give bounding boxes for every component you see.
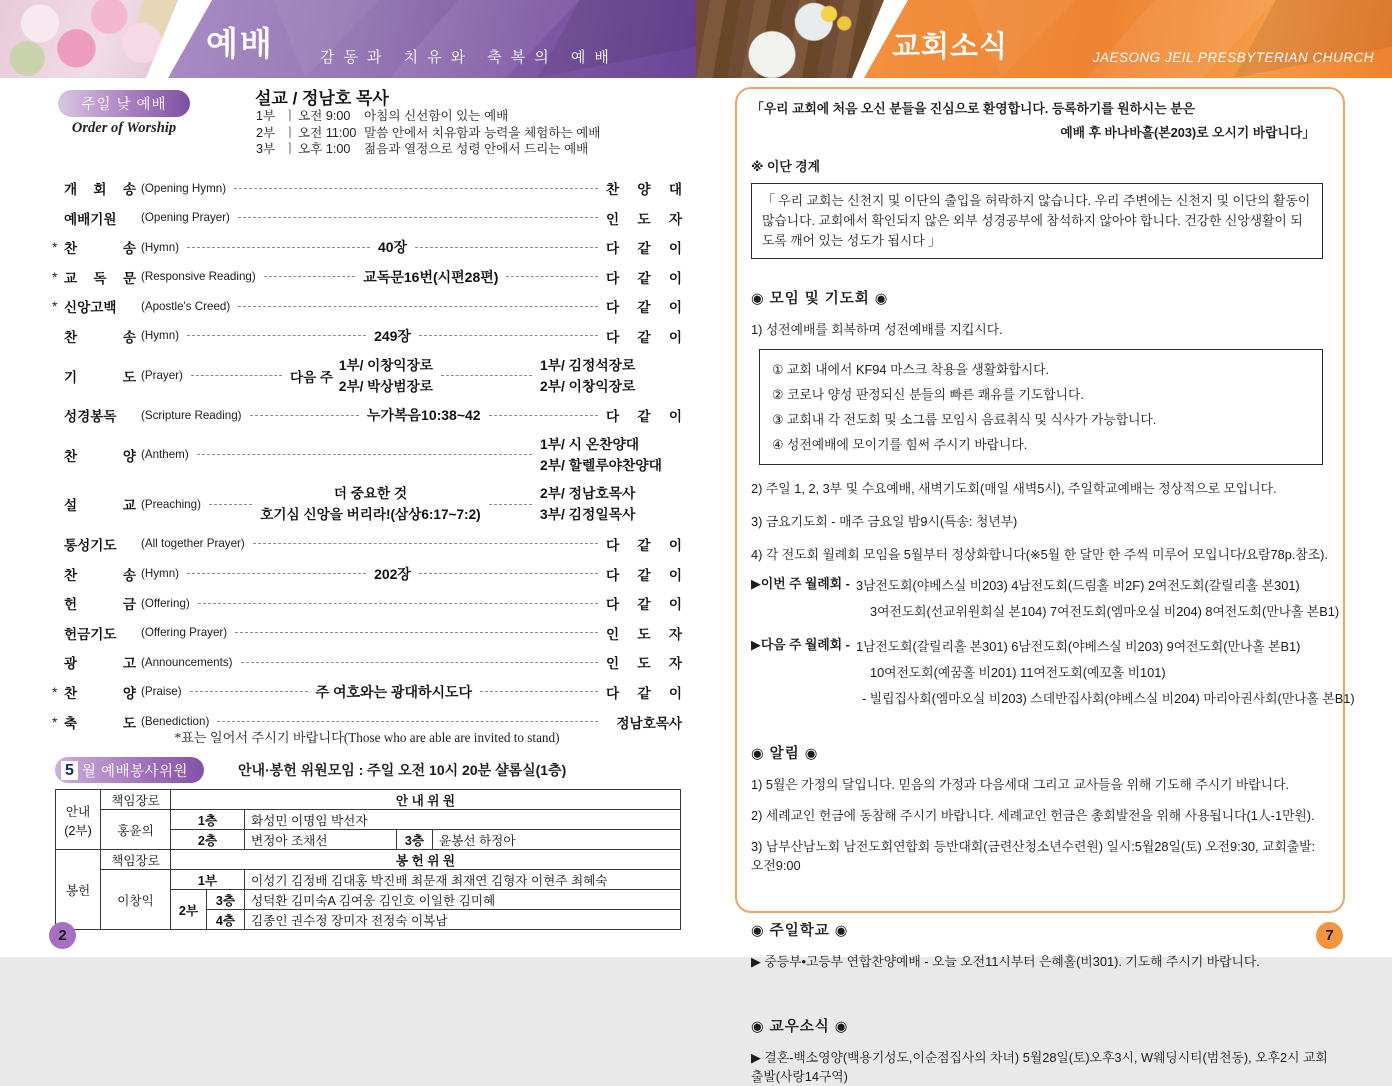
next-week-line: 1남전도회(갈릴리홀 본301) 6남전도회(야베스실 비203) 9여전도회(만나홀 본B1) [855, 639, 1301, 654]
floor-label: 3층 [207, 890, 245, 910]
elder-name: 이창익 [101, 870, 171, 930]
order-item-assignee: 다 같 이 [606, 300, 682, 316]
worship-rule-item: ③ 교회내 각 전도회 및 소그룹 모임시 음료취식 및 식사가 가능합니다. [772, 412, 1157, 427]
meetings-item-2: 2) 주일 1, 2, 3부 및 수요예배, 새벽기도회(매일 새벽5시), 주일학교예배는 정상적으로 모입니다. [751, 481, 1277, 496]
section-title-sunday-school: ◉ 주일학교 ◉ [751, 923, 849, 939]
part-label: 1부 [171, 870, 245, 890]
offering-header: 봉 헌 위 원 [171, 850, 681, 870]
service-time: 오전 9:00 [298, 109, 351, 123]
welcome-line2: 예배 후 바나바홀(본203)로 오시기 바랍니다」 [1060, 125, 1315, 140]
dotted-leader [234, 188, 598, 189]
order-row [52, 404, 682, 426]
order-item-assignee-line: 1부/ 김정석장로 [540, 357, 636, 373]
church-name: JAESONG JEIL PRESBYTERIAN CHURCH [1092, 50, 1374, 65]
order-row [52, 483, 682, 525]
order-item-value-lines [339, 355, 433, 397]
service-desc: 아침의 신선함이 있는 예배 [364, 109, 509, 123]
order-item-assignee: 다 같 이 [606, 567, 683, 583]
service-separator: ㅣ [283, 109, 297, 123]
order-item-assignee-line: 2부/ 할렐루야찬양대 [540, 457, 662, 473]
stand-asterisk: * [52, 713, 58, 730]
floor-label: 2층 [171, 830, 245, 850]
order-item-label-en: (Announcements) [141, 655, 233, 669]
order-item-assignee: 인 도 자 [606, 656, 682, 672]
worship-rules-box [759, 349, 1323, 465]
order-item-value: 249장 [374, 327, 411, 344]
dotted-leader [209, 504, 252, 505]
resp-elder-label: 책임장로 [101, 790, 171, 810]
order-item-value-line: 호기심 신앙을 버리라!(삼상6:17~7:2) [260, 507, 481, 523]
order-item-assignee-line: 2부/ 정남호목사 [540, 486, 636, 502]
order-of-worship-list [52, 177, 682, 740]
order-item-assignee: 정남호목사 [616, 715, 682, 731]
order-item-label-en: (Anthem) [141, 448, 189, 462]
service-time-line [256, 141, 600, 158]
order-item-label-en: (Opening Prayer) [141, 211, 230, 225]
dotted-leader [419, 335, 598, 336]
order-item-label: 찬 양 [64, 685, 136, 701]
meetings-item-4: 4) 각 전도회 월례회 모임을 5월부터 정상화합니다(※5월 한 달만 한 주씩 미루어 모입니다/요람78p.참조). [751, 547, 1328, 562]
dotted-leader [489, 504, 532, 505]
floor-label: 4층 [207, 910, 245, 930]
floor-label: 3층 [397, 830, 433, 850]
table-row [56, 870, 681, 890]
order-item-assignee: 인 도 자 [606, 211, 682, 227]
news-header [696, 0, 1392, 78]
order-item-label-en: (Hymn) [141, 567, 179, 581]
member-names: 김종인 권수정 장미자 전정숙 이복남 [245, 910, 681, 930]
order-row [52, 295, 682, 317]
order-item-assignee-lines [540, 483, 682, 525]
order-item-label-en: (Opening Hymn) [141, 181, 227, 195]
stand-asterisk: * [52, 298, 58, 315]
order-item-assignee: 찬 양 대 [606, 182, 682, 197]
table-row [56, 790, 681, 810]
order-row [52, 651, 682, 673]
order-item-label: 예배기원 [64, 211, 117, 227]
section-title-notices: ◉ 알림 ◉ [751, 746, 819, 762]
order-item-label: 설 교 [64, 498, 136, 514]
this-week-line: 3여전도회(선교위원회실 본104) 7여전도회(엠마오실 비204) 8여전도회(만나홀 본B1) [869, 604, 1340, 619]
order-row [52, 355, 682, 397]
service-times [256, 108, 600, 158]
order-row [52, 177, 682, 199]
dotted-leader [217, 721, 598, 722]
order-row [52, 563, 682, 585]
may-committee-pill [55, 757, 204, 783]
resp-elder-label: 책임장로 [101, 850, 171, 870]
dotted-leader [506, 276, 598, 277]
floor-label: 1층 [171, 810, 245, 830]
order-item-label-en: (Offering) [141, 596, 190, 610]
order-item-label: 찬 송 [64, 567, 136, 583]
order-item-label: 성경봉독 [64, 409, 117, 425]
dotted-leader [250, 415, 359, 416]
order-row [52, 434, 682, 476]
order-item-assignee: 다 같 이 [606, 409, 682, 425]
this-week-line: 3남전도회(야베스실 비203) 4남전도회(드림홀 비2F) 2여전도회(갈릴리홀 본301) [855, 578, 1300, 593]
dotted-leader [197, 454, 532, 455]
dotted-leader [198, 603, 598, 604]
part-label: 2부 [171, 890, 207, 930]
heresy-warning-box: 「 우리 교회는 신천지 및 이단의 출입을 허락하지 않습니다. 우리 주변에는 신천지 및 이단의 활동이 많습니다. 교회에서 확인되지 않은 외부 성경공부에 참석하지 않아야 합니다. 건강한 신앙생활이 되도록 깨어 있는 성도가 됩시다 」 [751, 183, 1323, 259]
dotted-leader [241, 662, 598, 663]
dotted-leader [238, 306, 598, 307]
order-item-label: 신앙고백 [64, 300, 117, 316]
page-number-left: 2 [49, 922, 76, 949]
service-part: 2부 [256, 125, 276, 140]
order-item-label: 찬 송 [64, 329, 136, 345]
dotted-leader [480, 691, 598, 692]
dotted-leader [489, 415, 598, 416]
order-item-assignee-lines [540, 355, 682, 397]
service-time: 오전 11:00 [298, 125, 357, 140]
dotted-leader [187, 247, 370, 248]
order-item-label-en: (Responsive Reading) [141, 270, 256, 284]
order-item-label: 광 고 [64, 656, 136, 672]
welcome-line1: 「우리 교회에 처음 오신 분들을 진심으로 환영합니다. 등록하기를 원하시는 분은 [751, 101, 1195, 116]
committee-meeting-note: 안내·봉헌 위원모임 : 주일 오전 10시 20분 샬롬실(1층) [238, 762, 567, 778]
service-desc: 말씀 안에서 치유함과 능력을 체험하는 예배 [364, 125, 601, 140]
order-item-label: 교 독 문 [64, 270, 136, 286]
service-time-line [256, 108, 600, 125]
order-row [52, 325, 682, 347]
service-time: 오후 1:00 [298, 142, 351, 156]
order-item-assignee: 다 같 이 [606, 241, 683, 257]
notice-item: 2) 세례교인 헌금에 동참해 주시기 바랍니다. 세례교인 헌금은 총회발전을 위해 사용됩니다(1人-1만원). [751, 808, 1315, 823]
member-names: 화성민 이명임 박선자 [245, 810, 681, 830]
month-number: 5 [61, 761, 78, 780]
dotted-leader [253, 543, 598, 544]
dotted-leader [238, 217, 598, 218]
dotted-leader [264, 276, 356, 277]
order-of-worship-label: Order of Worship [71, 120, 177, 136]
order-item-label-en: (Apostle's Creed) [141, 299, 231, 313]
order-item-label-en: (Preaching) [141, 497, 201, 511]
next-week-line: - 빌립집사회(엠마오실 비203) 스데반집사회(야베스실 비204) 마리아권사회(만나홀 본B1) [861, 691, 1355, 706]
order-row [52, 207, 682, 229]
sunday-service-pill: 주일 낮 예배 [58, 90, 190, 117]
order-item-value-lines [260, 483, 480, 525]
order-item-label-en: (Offering Prayer) [141, 626, 228, 640]
sunday-school-item: ▶ 중등부•고등부 연합찬양예배 - 오늘 오전11시부터 은혜홀(비301). 기도해 주시기 바랍니다. [751, 954, 1260, 969]
page-number-right: 7 [1316, 922, 1343, 949]
order-item-label-en: (Hymn) [141, 240, 179, 254]
group-cell: 봉헌 [56, 850, 101, 930]
notice-item: 3) 남부산남노회 남전도회연합회 등반대회(금련산청소년수련원) 일시:5월28일(토) 오전9:30, 교회출발: 오전9:00 [751, 839, 1316, 873]
service-desc: 젊음과 열정으로 성령 안에서 드리는 예배 [364, 142, 589, 156]
order-row [52, 681, 682, 703]
service-part: 3부 [256, 142, 276, 156]
order-item-assignee: 다 같 이 [606, 685, 683, 701]
order-item-label: 찬 양 [64, 448, 136, 464]
heresy-warning-label: ※ 이단 경계 [751, 159, 820, 174]
flower-photo [0, 0, 182, 78]
dotted-leader [441, 375, 532, 376]
this-week-label: ▶이번 주 월례회 - [751, 576, 850, 591]
order-row [52, 533, 682, 555]
desk-photo [696, 0, 886, 78]
notice-item: 1) 5월은 가정의 달입니다. 믿음의 가정과 다음세대 그리고 교사들을 위해 기도해 주시기 바랍니다. [751, 777, 1290, 792]
notices-list [751, 775, 1329, 875]
sermon-heading: 설교 / 정남호 목사 [255, 89, 389, 108]
this-week-monthly-meetings [751, 573, 1340, 625]
dotted-leader [419, 573, 598, 574]
member-names: 성덕환 김미숙A 김여웅 김인호 이일한 김미혜 [245, 890, 681, 910]
worship-header [0, 0, 696, 78]
dotted-leader [187, 335, 366, 336]
member-names: 변정아 조채선 [245, 830, 397, 850]
order-item-assignee: 다 같 이 [606, 597, 682, 613]
table-row [56, 810, 681, 830]
service-part: 1부 [256, 109, 276, 123]
order-item-assignee: 다 같 이 [606, 537, 682, 553]
page-title: 교회소식 [892, 31, 1009, 63]
worship-rule-item: ④ 성전예배에 모이기를 힘써 주시기 바랍니다. [772, 437, 1028, 452]
table-row [56, 850, 681, 870]
order-item-assignee: 다 같 이 [606, 270, 683, 286]
stand-asterisk: * [52, 239, 58, 256]
section-title-member-news: ◉ 교우소식 ◉ [751, 1019, 849, 1035]
stand-asterisk: * [52, 268, 58, 285]
order-item-value: 누가복음10:38~42 [366, 407, 481, 424]
order-item-label: 찬 송 [64, 241, 136, 257]
dotted-leader [190, 691, 308, 692]
order-item-label-en: (Prayer) [141, 369, 183, 383]
next-week-monthly-meetings [751, 634, 1355, 712]
elder-name: 홍윤의 [101, 810, 171, 850]
next-week-line: 10여전도회(예꿈홀 비201) 11여전도회(예꼬홀 비101) [869, 665, 1166, 680]
member-names: 이성기 김정배 김대홍 박진배 최문재 최재연 김형자 이현주 최혜숙 [245, 870, 681, 890]
order-item-assignee-line: 1부/ 시 온찬양대 [540, 436, 640, 452]
order-item-label: 헌 금 [64, 597, 136, 613]
service-separator: ㅣ [283, 125, 297, 140]
worship-rule-item: ② 코로나 양성 판정되신 분들의 빠른 쾌유를 기도합니다. [772, 387, 1084, 402]
news-box [735, 87, 1355, 1084]
order-item-label: 축 도 [64, 715, 136, 731]
order-item-value-line: 더 중요한 것 [333, 486, 408, 502]
group-cell: 안내 (2부) [56, 790, 101, 850]
order-row [52, 622, 682, 644]
order-item-label-en: (All together Prayer) [141, 537, 245, 551]
order-item-value: 202장 [374, 565, 411, 582]
committee-pill-label: 월 예배봉사위원 [81, 763, 188, 780]
stand-note: *표는 일어서 주시기 바랍니다(Those who are able are invited to stand) [174, 730, 560, 745]
dotted-leader [191, 375, 282, 376]
order-row [52, 592, 682, 614]
meetings-item-1: 1) 성전예배를 회복하며 성전예배를 지킵시다. [751, 322, 1003, 337]
order-item-value-line: 2부/ 박상범장로 [338, 378, 433, 394]
member-names: 윤봉선 하정아 [433, 830, 681, 850]
order-item-value: 40장 [377, 239, 408, 256]
order-item-label: 기 도 [64, 369, 136, 385]
worship-rule-item: ① 교회 내에서 KF94 마스크 착용을 생활화합시다. [772, 362, 1050, 377]
order-row [52, 266, 682, 288]
page-title: 예배 [206, 25, 274, 62]
dotted-leader [235, 632, 598, 633]
order-row [52, 236, 682, 258]
order-item-value-line: 1부/ 이창익장로 [338, 357, 433, 373]
order-item-label: 통성기도 [64, 537, 117, 553]
order-item-value: 교독문16번(시편28편) [363, 268, 499, 285]
service-separator: ㅣ [283, 142, 297, 156]
order-item-assignee-line: 3부/ 김정일목사 [540, 507, 636, 523]
section-title-meetings: ◉ 모임 및 기도회 ◉ [751, 291, 889, 307]
member-news-item: ▶ 결혼-백소영양(백용기성도,이순점집사의 차녀) 5월28일(토)오후3시, W웨딩시티(범천동), 오후2시 교회출발(사랑14구역) [751, 1050, 1328, 1084]
service-time-line [256, 125, 600, 142]
next-week-prefix: 다음 주 [290, 369, 333, 385]
order-item-label: 개 회 송 [64, 182, 136, 197]
order-item-assignee-line: 2부/ 이창익장로 [540, 378, 636, 394]
order-item-label-en: (Praise) [141, 685, 182, 699]
announce-header: 안 내 위 원 [171, 790, 681, 810]
meetings-item-3: 3) 금요기도회 - 매주 금요일 밤9시(특송: 청년부) [751, 514, 1018, 529]
committee-table [55, 789, 681, 930]
order-item-label-en: (Hymn) [141, 329, 179, 343]
page-subtitle: 감동과 치유와 축복의 예배 [320, 49, 618, 66]
next-week-label: ▶다음 주 월례회 - [751, 637, 850, 652]
order-item-value: 주 여호와는 광대하시도다 [315, 683, 473, 700]
dotted-leader [187, 573, 366, 574]
order-item-assignee: 다 같 이 [606, 329, 683, 345]
order-item-assignee-lines [540, 434, 682, 476]
order-item-label-en: (Scripture Reading) [141, 408, 242, 422]
dotted-leader [415, 247, 598, 248]
stand-asterisk: * [52, 683, 58, 700]
order-item-label-en: (Benediction) [141, 715, 210, 728]
order-item-label: 헌금기도 [64, 626, 117, 642]
order-item-assignee: 인 도 자 [606, 626, 682, 642]
